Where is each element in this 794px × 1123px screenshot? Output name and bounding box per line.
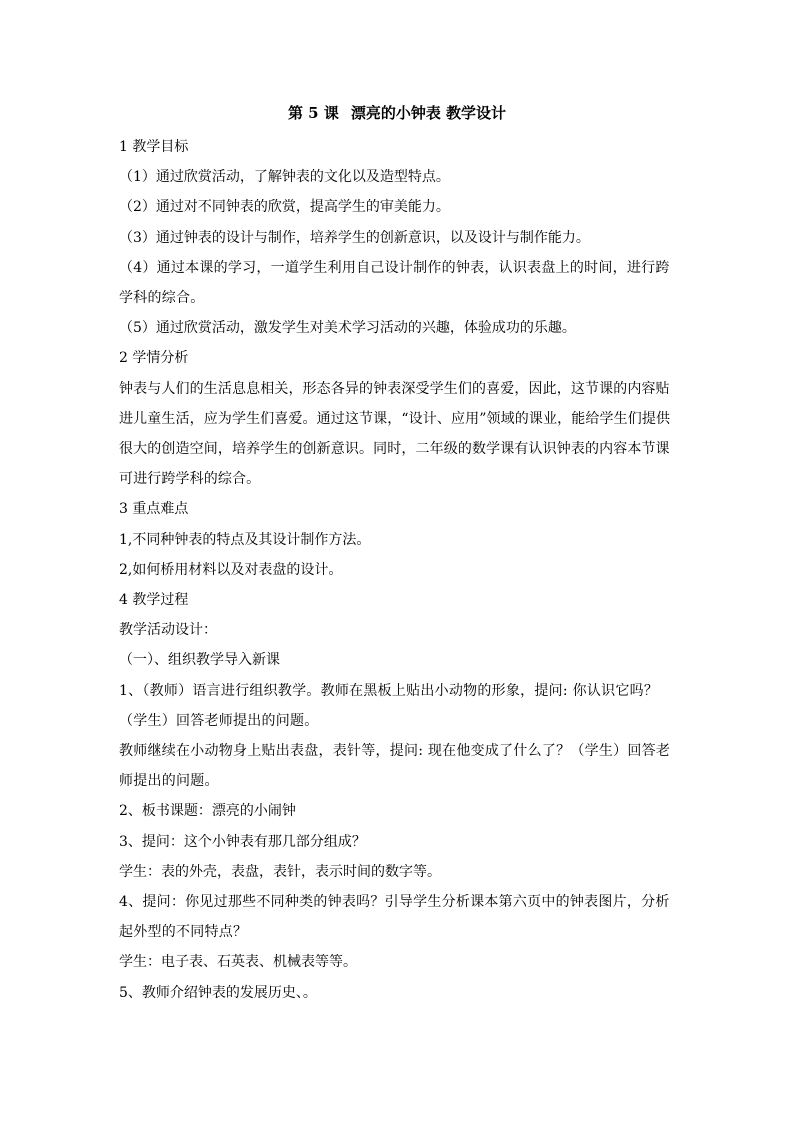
lesson-number: 第 5 课 <box>287 104 339 122</box>
objective-item: （5）通过欣赏活动，激发学生对美术学习活动的兴趣，体验成功的乐趣。 <box>119 320 576 337</box>
objective-item: （2）通过对不同钟表的欣赏，提高学生的审美能力。 <box>119 199 450 216</box>
key-point-item: 2,如何桥用材料以及对表盘的设计。 <box>119 561 343 578</box>
process-paragraph: 5、教师介绍钟表的发展历史、。 <box>119 984 317 1001</box>
objective-item: （4）通过本课的学习，一道学生利用自己设计制作的钟表，认识表盘上的时间，进行跨学科的综合。 <box>119 259 670 307</box>
process-paragraph: 2、板书课题：漂亮的小闹钟 <box>119 803 296 820</box>
process-paragraph: 1、（教师）语言进行组织教学。教师在黑板上贴出小动物的形象，提问: 你认识它吗？（学生）回答老师提出的问题。 <box>119 682 659 729</box>
section-heading-key-points: 3 重点难点 <box>119 501 189 518</box>
process-paragraph: 学生：电子表、石英表、机械表等等。 <box>119 954 357 971</box>
objective-item: （3）通过钟表的设计与制作，培养学生的创新意识，以及设计与制作能力。 <box>119 229 590 246</box>
process-paragraph: 教师继续在小动物身上贴出表盘，表针等，提问: 现在他变成了什么了？（学生）回答老师提出的问题。 <box>119 743 671 790</box>
document-title <box>0 103 794 123</box>
analysis-paragraph: 钟表与人们的生活息息相关，形态各异的钟表深受学生们的喜爱，因此，这节课的内容贴进儿童生活，应为学生们喜爱。通过这节课，“设计、应用”领域的课业，能给学生们提供很大的创造空间，培养学生的创新意识。同时，二年级的数学课有认识钟表的内容本节课可进行跨学科的综合。 <box>119 380 671 488</box>
process-paragraph: 3、提问：这个小钟表有那几部分组成？ <box>119 833 366 850</box>
objective-item: （1）通过欣赏活动，了解钟表的文化以及造型特点。 <box>119 169 450 186</box>
section-heading-analysis: 2 学情分析 <box>119 350 189 367</box>
process-paragraph: 4、提问：你见过那些不同种类的钟表吗？引导学生分析课本第六页中的钟表图片，分析起外型的不同特点？ <box>119 894 670 941</box>
document-body <box>119 132 679 1008</box>
section-heading-process: 4 教学过程 <box>119 592 189 609</box>
section-heading-objectives: 1 教学目标 <box>119 139 189 155</box>
key-point-item: 1,不同种钟表的特点及其设计制作方法。 <box>119 531 371 548</box>
lesson-title: 漂亮的小钟表 教学设计 <box>350 104 507 122</box>
process-paragraph: （一）、组织教学导入新课 <box>119 652 280 669</box>
process-paragraph: 学生：表的外壳，表盘，表针，表示时间的数字等。 <box>119 863 441 880</box>
process-paragraph: 教学活动设计： <box>119 622 217 639</box>
